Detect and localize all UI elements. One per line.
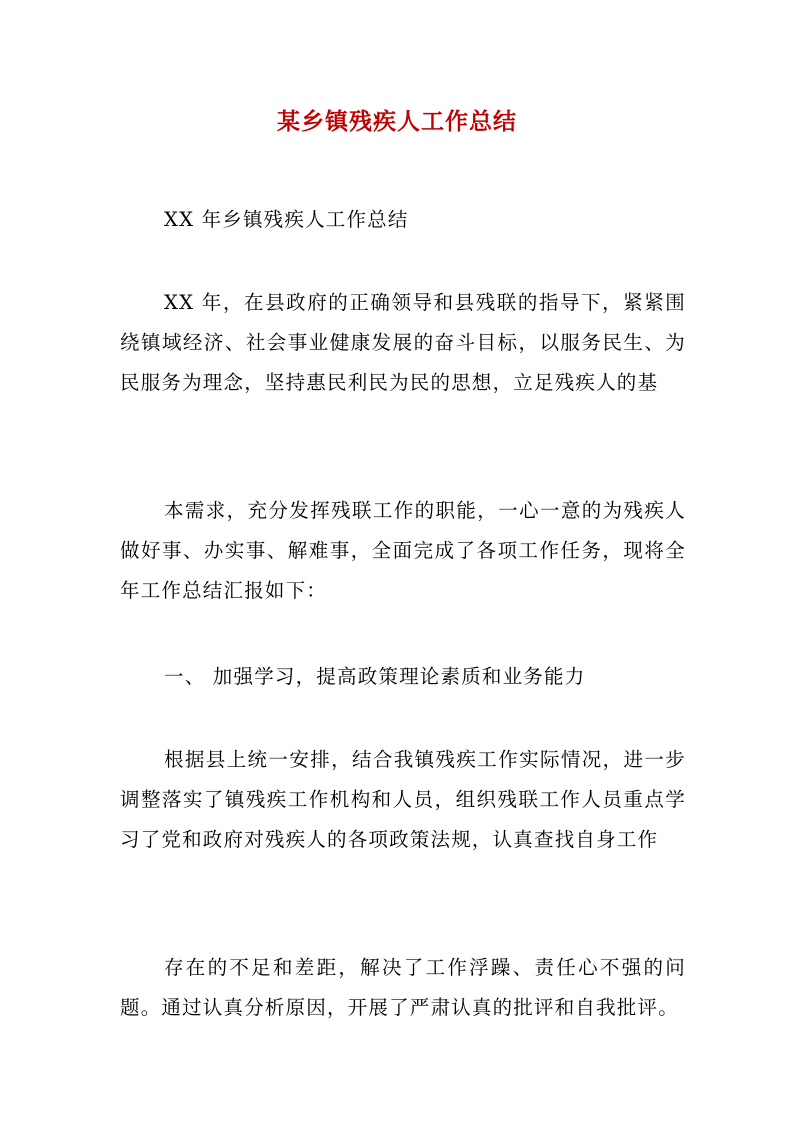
paragraph-needs: 本需求，充分发挥残联工作的职能，一心一意的为残疾人做好事、办实事、解难事，全面完成了各项工作任务，现将全年工作总结汇报如下：: [120, 499, 686, 602]
section-heading-1: 一、 加强学习，提高政策理论素质和业务能力: [164, 665, 586, 688]
document-subtitle: XX 年乡镇残疾人工作总结: [164, 208, 409, 231]
paragraph-shortcomings: 存在的不足和差距，解决了工作浮躁、责任心不强的问题。通过认真分析原因，开展了严肃认真的批评和自我批评。: [120, 956, 686, 1019]
paragraph-intro: XX 年，在县政府的正确领导和县残联的指导下，紧紧围绕镇域经济、社会事业健康发展的奋斗目标，以服务民生、为民服务为理念，坚持惠民利民为民的思想，立足残疾人的基: [120, 291, 686, 394]
paragraph-arrangement: 根据县上统一安排，结合我镇残疾工作实际情况，进一步调整落实了镇残疾工作机构和人员，组织残联工作人员重点学习了党和政府对残疾人的各项政策法规，认真查找自身工作: [120, 748, 686, 851]
document-title: 某乡镇残疾人工作总结: [277, 108, 517, 135]
